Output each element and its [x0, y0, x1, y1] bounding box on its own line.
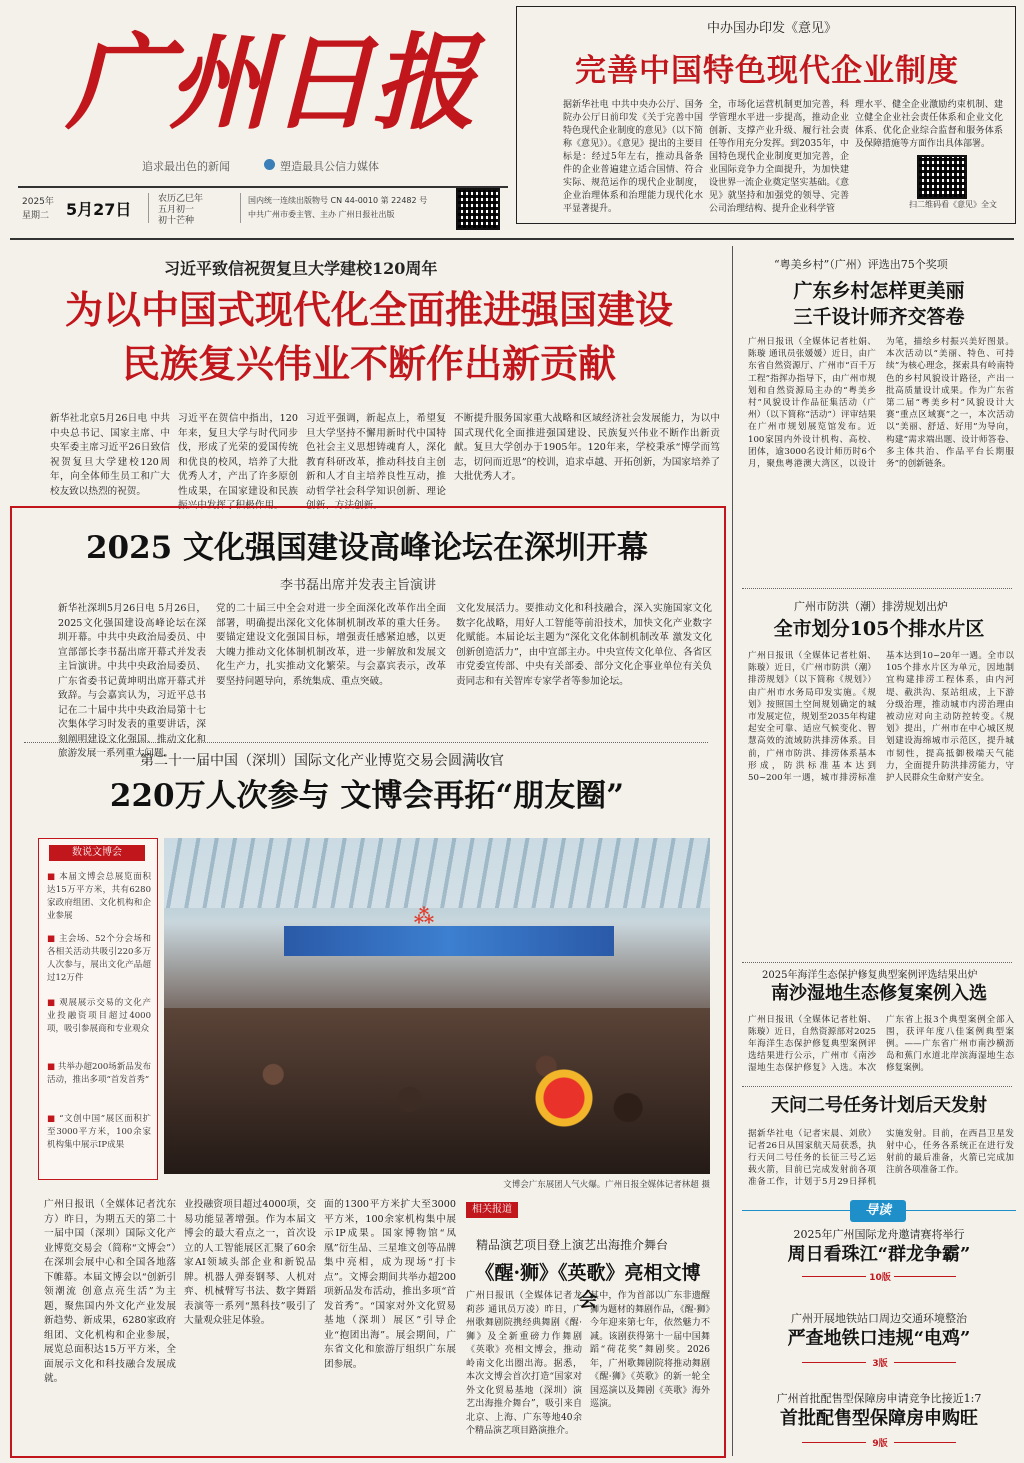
- forum-story: [20, 520, 714, 759]
- flood-kicker: 广州市防洪（潮）排涝规划出炉: [794, 600, 948, 613]
- lead-body-col4: 不断提升服务国家重大战略和区域经济社会发展能力，为以中国式现代化全面推进强国建设、民族复兴伟业不断作出新贡献。复旦大学创办于1905年。120年来，学校秉承“博学而笃志，切问而近思”的校训，追求卓越、开拓创新，为国家培养了大批优秀人才。: [454, 413, 720, 482]
- related-kicker: 精品演艺项目登上演艺出海推介舞台: [476, 1238, 669, 1252]
- guide-kicker: 2025年广州国际龙舟邀请赛将举行: [793, 1228, 965, 1241]
- qr-caption: 扫二维码看《意见》全文: [909, 200, 997, 209]
- forum-body-col1: 新华社深圳5月26日电 5月26日，2025文化强国建设高峰论坛在深圳开幕。中共中央政治局委员、中宣部部长李书磊出席开幕式并发表主旨演讲。中共中央政治局委员、广东省委书记黄坤明出席开幕式并致辞。与会嘉宾认为，习近平总书记在二十届中共中央政治局第十七次集体学习时发表的重要讲话，深刻阐明建设文化强国、推动文化和旅游发展一系列重大问题。: [58, 603, 206, 759]
- flood-headline: 全市划分105个排水片区: [773, 618, 985, 640]
- cn-number: 国内统一连续出版物号 CN 44-0010 第 22482 号: [248, 196, 428, 205]
- related-body-col1: 广州日报讯（全媒体记者龙莉莎 通讯员万凌）昨日，广州歌舞剧院携经典舞剧《醒·狮》及全新重磅力作舞剧《英歌》亮相文博会，推动岭南文化出圈出海。据悉，本次文博会首次打造“国家对外文化贸易基地（深圳）演艺出海推介舞台”，吸引来自北京、上海、广东等地40余个精品演艺项目路演推介。: [466, 1291, 582, 1436]
- lion-dance-performer: [524, 1068, 604, 1128]
- ceiling-truss: [164, 838, 710, 908]
- lead-story: [14, 248, 724, 511]
- lead-kicker: 习近平致信祝贺复旦大学建校120周年: [164, 259, 438, 278]
- stats-sidebar-title: 数说文博会: [49, 845, 145, 861]
- tianwen-headline: 天问二号任务计划后天发射: [771, 1095, 987, 1116]
- stats-item: ■ “文创中国”展区面积扩至3000平方米，100余家机构集中展示IP成果: [47, 1114, 151, 1150]
- expo-body-col3: 面的1300平方米扩大至3000平方米，100余家机构集中展示IP成果。国家博物馆“凤凰”衍生品、三星堆文创等品牌集中亮相，成为现场“打卡点”。文博会期间共举办超200项新品发布活动，推出多项“首发首秀”。“国家对外文化贸易基地（深圳）展区”引导企业“抱团出海”。展会期间，广东省文化和旅游厅组织广东展团参展。: [324, 1199, 456, 1370]
- expo-photo-caption: 文博会广东展团人气火爆。广州日报全媒体记者林超 摄: [503, 1180, 710, 1190]
- guide-item[interactable]: [742, 1310, 1016, 1382]
- date-strip: [18, 191, 508, 225]
- lead-headline-2: 民族复兴伟业不断作出新贡献: [121, 341, 616, 386]
- expo-kicker: 第二十一届中国（深圳）国际文化产业博览交易会圆满收官: [140, 753, 504, 769]
- expo-crowd-photo: [164, 838, 710, 1174]
- top-body-col2: 全，市场化运营机制更加完善，科学管理水平进一步提高，推动企业创新、支撑产业升级、履行社会责任等作用充分发挥。到2035年，中国特色现代企业制度更加完善，企业国际竞争力全面提升，为加快建设世界一流企业奠定坚实基础。《意见》就坚持和加强党的领导、完善公司治理结构、提升企业科学管: [709, 100, 849, 214]
- bullet-icon: ■: [47, 934, 59, 944]
- slogan-right: 塑造最具公信力媒体: [280, 160, 379, 173]
- lunar-date: 五月初一: [158, 205, 195, 215]
- top-body-col1: 据新华社电 中共中央办公厅、国务院办公厅日前印发《关于完善中国特色现代企业制度的意见》（以下简称《意见》）。《意见》提出的主要目标是：经过5年左右，推动具备条件的企业普遍建立适合国情、符合实际、规范运作的现代企业制度，企业治理体系和治理能力现代化水平显著提升。: [563, 100, 703, 214]
- forum-body-col3: 文化发展活力。要推动文化和科技融合，深入实施国家文化数字化战略，用好人工智能等前沿技术，加快文化产业数字化赋能。本届论坛主题为“深化文化体制机制改革 激发文化创新创造活力”，由中宣部主办。中央宣传文化单位、各省区市党委宣传部、中央有关部委、部分文化企事业单位有关负责同志和有关智库专家学者等参加论坛。: [456, 603, 712, 687]
- year-label: 2025年: [22, 197, 54, 207]
- expo-stats-sidebar: [38, 838, 158, 1180]
- top-headline: 完善中国特色现代企业制度: [575, 53, 959, 89]
- guide-page-badge[interactable]: 9版: [866, 1436, 894, 1449]
- stats-item: ■ 共举办超200场新品发布活动，推出多项“首发首秀”: [47, 1062, 152, 1085]
- guide-page-badge[interactable]: 10版: [866, 1270, 894, 1283]
- guide-title[interactable]: 周日看珠江“群龙争霸”: [787, 1244, 971, 1265]
- related-tag: 相关报道: [466, 1202, 518, 1218]
- publisher-line: 中共广州市委主管、主办 广州日报社出版: [248, 210, 395, 219]
- solar-term: 初十芒种: [158, 216, 195, 226]
- tianwen-story: [742, 1090, 1016, 1196]
- expo-headline: 220万人次参与 文博会再拓“朋友圈”: [109, 778, 625, 814]
- rural-body: 广州日报讯（全媒体记者杜娟、陈璇 通讯员张媛媛）近日，由广东省自然资源厅、广州市“百千万工程”指挥办指导下，由广州市规划和自然资源局主办的“粤美乡村”风貌设计作品征集活动（广州）（以下简称“活动”）评审结果在广州市规划展览馆发布。近100家国内外设计机构、高校、团体，逾3000名设计师历时6个月，聚焦粤港澳大湾区，以设计为笔，描绘乡村振兴美好图景。本次活动以“美丽、特色、可持续”为核心理念，探索具有岭南特色的乡村风貌设计路径，产出一批高质量设计成果。作为广东省第二届“粤美乡村”风貌设计大赛“重点区域赛”之一，本次活动以“美丽、舒适、好用”为导向，构建“需求端出题、设计师答卷、多主体共治、作品平台长期服务”的创新链条。: [748, 337, 1014, 470]
- wetland-body: 广州日报讯（全媒体记者杜娟、陈璇）近日，自然资源部对2025年海洋生态保护修复典型案例评选结果进行公示，广州市《南沙湿地生态保护修复》入选。本次广东省上报3个典型案例全部入围，获评年度八佳案例典型案例。——广东省广州市南沙横沥岛和蕉门水道北岸滨海湿地生态修复案例。: [748, 1015, 1014, 1073]
- guide-page-badge[interactable]: 3版: [866, 1356, 894, 1369]
- lead-body-col1: 新华社北京5月26日电 中共中央总书记、国家主席、中央军委主席习近平26日致信祝贺复旦大学建校120周年，向全体师生员工和广大校友致以热烈的祝贺。: [50, 413, 170, 497]
- wetland-headline: 南沙湿地生态修复案例入选: [771, 983, 987, 1004]
- masthead-qr-code[interactable]: [456, 188, 500, 230]
- rural-kicker: “粤美乡村”（广州）评选出75个奖项: [774, 258, 948, 271]
- expo-body-col2: 业投融资项目超过4000项，交易功能显著增强。作为本届文博会的最大看点之一，首次设立的人工智能展区汇聚了60余家AI领域头部企业和新锐品牌。机器人弹奏钢琴、人机对弈、机械臂写书法、数字舞蹈表演等一系列“黑科技”吸引了大量观众驻足体验。: [184, 1199, 316, 1326]
- wetland-kicker: 2025年海洋生态保护修复典型案例评选结果出炉: [762, 970, 978, 981]
- bullet-icon: ■: [47, 998, 60, 1008]
- rural-headline-1: 广东乡村怎样更美丽: [793, 280, 965, 302]
- rural-story: [742, 252, 1016, 582]
- forum-headline: 2025 文化强国建设高峰论坛在深圳开幕: [85, 530, 649, 566]
- top-body-col3: 理水平、健全企业激励约束机制、建立健全企业社会责任体系和企业文化体系、优化企业综合监督和服务体系及保障措施等方面作出具体部署。: [855, 100, 1003, 149]
- stats-item: ■ 本届文博会总展览面积达15万平方米，共有6280家政府组团、文化机构和企业参展: [47, 872, 151, 921]
- guide-banner: [742, 1200, 1016, 1222]
- lead-headline-1: 为以中国式现代化全面推进强国建设: [64, 287, 673, 332]
- guide-title[interactable]: 严查地铁口违规“电鸡”: [787, 1328, 971, 1349]
- lead-body-col3: 习近平强调，新起点上，希望复旦大学坚持不懈用新时代中国特色社会主义思想铸魂育人，深化教育科研改革，推动科技自主创新和人才自主培养良性互动，推动哲学社会科学知识创新、理论创新、方法创新。: [306, 413, 446, 511]
- flood-body: 广州日报讯（全媒体记者杜娟、陈璇）近日，《广州市防洪（潮）排涝规划》（以下简称《规划》）由广州市水务局印发实施。《规划》按照国土空间规划确定的城市发展定位，规划至2035年构建起安全可靠、适应气候变化、智慧高效的流域防洪排涝体系。目前，广州市防洪、排涝体系基本形成，防洪标准基本达到50~200年一遇，城市排涝标准基本达到10~20年一遇。全市以105个排水片区为单元，因地制宜构建排涝工程体系，由内河堤、截洪沟、泵站组成，上下游分级治理，推动城市内涝治理由被动应对向主动防控转变。《规划》提出，广州市在中心城区规划建设海绵城市示范区，提升城市韧性，提高抵御极端天气能力，全面提升防洪排涝能力，守护人民群众生命财产安全。: [748, 651, 1014, 784]
- top-kicker: 中办国办印发《意见》: [707, 21, 838, 36]
- bullet-icon: ■: [47, 872, 60, 882]
- yijian-qr-code[interactable]: [917, 155, 967, 199]
- booth-red-sign: ⁂: [413, 904, 435, 928]
- related-headline: 《醒·狮》《英歌》亮相文博会: [475, 1262, 701, 1311]
- tianwen-body: 据新华社电（记者宋晨、刘欣）记者26日从国家航天局获悉，执行天问二号任务的长征三号乙运载火箭，目前已完成发射前各项准备工作，计划于5月29日择机实施发射。目前，在西昌卫星发射中心，任务各系统正在进行发射前的最后准备，火箭已完成加注前各项准备工作。: [748, 1129, 1014, 1187]
- lunar-year: 农历乙巳年: [158, 194, 204, 204]
- expo-story: [20, 746, 714, 1446]
- related-body-col2: 其中，作为首部以广东非遗醒狮为题材的舞剧作品，《醒·狮》今年迎来第七年，依然魅力不减。该剧获得第十一届中国舞蹈“荷花奖”舞剧奖。2026年，广州歌舞剧院将推动舞剧《醒·狮》《英歌》的新一轮全国巡演以及舞剧《英歌》海外巡演。: [590, 1291, 710, 1409]
- guide-item[interactable]: [742, 1390, 1016, 1460]
- lead-body-col2: 习近平在贺信中指出，120年来，复旦大学与时代同步伐，形成了光荣的爱国传统和优良的校风，培养了大批优秀人才，产出了许多原创性成果，在国家建设和民族振兴中发挥了积极作用。: [178, 413, 298, 511]
- rural-headline-2: 三千设计师齐交答卷: [793, 306, 965, 328]
- newspaper-logo: 广州日报: [66, 21, 475, 144]
- bullet-icon: ■: [47, 1062, 58, 1072]
- bullet-icon: ■: [47, 1114, 60, 1124]
- top-feature-box: [516, 6, 1016, 224]
- guide-kicker: 广州开展地铁站口周边交通环境整治: [791, 1312, 967, 1325]
- date-label: 5月27日: [66, 200, 132, 219]
- guide-item[interactable]: [742, 1226, 1016, 1302]
- forum-body-col2: 党的二十届三中全会对进一步全面深化改革作出全面部署，明确提出深化文化体制机制改革的重大任务。要锚定建设文化强国目标，增强责任感紧迫感，以更大魄力推动文化体制机制改革，进一步解放和发展文化生产力，扎实推动文化繁荣。与会嘉宾表示，改革要坚持问题导向，系统集成、重点突破。: [216, 603, 446, 687]
- expo-body-col1: 广州日报讯（全媒体记者沈东方）昨日，为期五天的第二十一届中国（深圳）国际文化产业博览交易会（简称“文博会”）在深圳会展中心和全国各地落下帷幕。本届文博会以“创新引领潮流 创意点亮生活”为主题，聚焦国内外文化产业发展新趋势、新成果，6280家政府组团、文化机构和企业参展，展览总面积达15万平方米，全面展示文化和科技融合发展成就。: [44, 1199, 176, 1384]
- wetland-story: [742, 966, 1016, 1078]
- flood-story: [742, 594, 1016, 960]
- stats-item: ■ 观展展示交易的文化产业投融资项目超过4000项，吸引参展商和专业观众: [47, 998, 151, 1034]
- guide-kicker: 广州首批配售型保障房申请竞争比接近1:7: [776, 1392, 982, 1405]
- stats-item: ■ 主会场、52个分会场和各相关活动共吸引220多万人次参与，展出文化产品超过12万件: [47, 934, 151, 983]
- guangdong-booth-banner: [284, 926, 614, 956]
- guide-label: 导读: [850, 1200, 906, 1222]
- guide-title[interactable]: 首批配售型保障房申购旺: [780, 1408, 978, 1429]
- slogan-left: 追求最出色的新闻: [142, 160, 230, 173]
- globe-icon: [264, 159, 275, 170]
- forum-subhead: 李书磊出席并发表主旨演讲: [280, 578, 437, 593]
- crowd: [164, 1008, 710, 1174]
- weekday-label: 星期二: [22, 211, 50, 221]
